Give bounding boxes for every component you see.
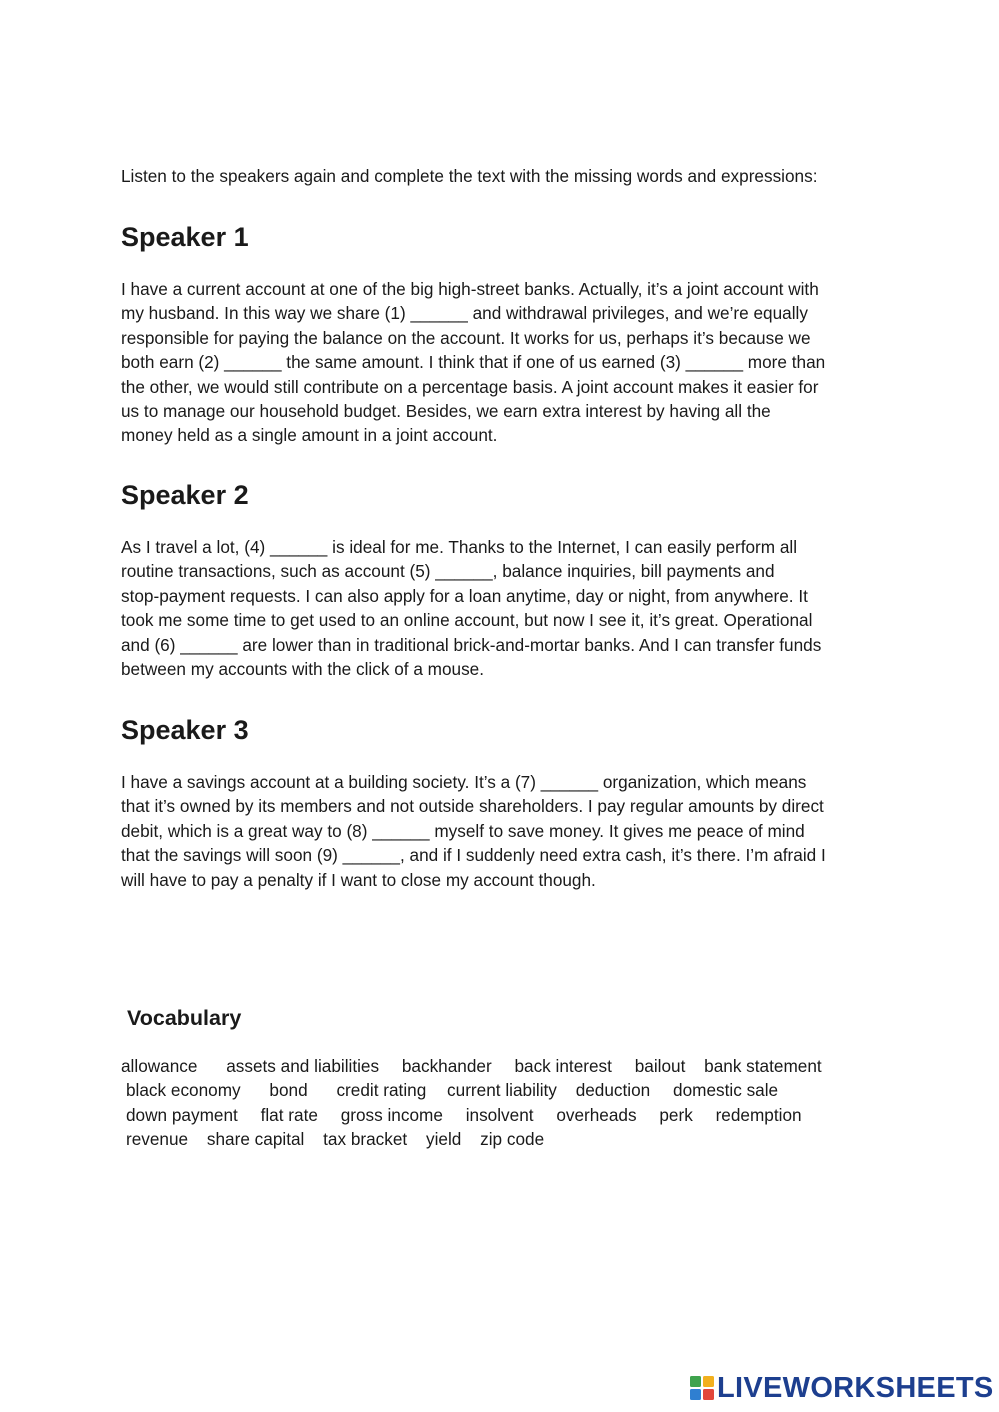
text-line: that it’s owned by its members and not outside shareholders. I pay regular amounts by direct [121, 796, 824, 817]
text-line: responsible for paying the balance on the account. It works for us, perhaps it’s because we [121, 327, 811, 348]
text-line: will have to pay a penalty if I want to close my account though. [121, 869, 596, 890]
vocabulary-word: perk [659, 1104, 693, 1125]
text-line: that the savings will soon (9) ______, and if I suddenly need extra cash, it’s there. I’m afraid I [121, 845, 826, 866]
text-line: I have a savings account at a building society. It’s a (7) ______ organization, which means [121, 772, 807, 792]
text-line: As I travel a lot, (4) ______ is ideal for me. Thanks to the Internet, I can easily perform all [121, 537, 798, 557]
text-line: both earn (2) ______ the same amount. I think that if one of us earned (3) ______ more than [121, 352, 826, 373]
vocabulary-word: tax bracket [323, 1129, 408, 1150]
text-line: money held as a single amount in a joint account. [121, 425, 498, 446]
vocabulary-word: gross income [340, 1104, 443, 1125]
vocabulary-word: back interest [514, 1056, 612, 1076]
vocabulary-row [121, 1078, 901, 1102]
vocabulary-word: overheads [556, 1104, 637, 1125]
text-line: took me some time to get used to an online account, but now I see it, it’s great. Operational [121, 610, 813, 631]
vocabulary-word: revenue [126, 1129, 189, 1150]
vocabulary-word: share capital [206, 1129, 305, 1150]
vocabulary-word: credit rating [336, 1080, 427, 1101]
vocabulary-word: flat rate [260, 1104, 318, 1125]
liveworksheets-logo [690, 1372, 994, 1404]
text-line: stop-payment requests. I can also apply for a loan anytime, day or night, from anywhere. It [121, 585, 808, 606]
vocabulary-word: down payment [126, 1104, 238, 1125]
vocabulary-heading: Vocabulary [127, 1006, 242, 1030]
text-line: routine transactions, such as account (5) ______, balance inquiries, bill payments and [121, 561, 775, 582]
speaker-2-text [121, 535, 891, 681]
vocabulary-row [121, 1054, 901, 1078]
instruction-text: Listen to the speakers again and complete the text with the missing words and expressions: [121, 166, 818, 186]
text-line: and (6) ______ are lower than in traditional brick-and-mortar banks. And I can transfer funds [121, 634, 822, 655]
vocabulary-word: insolvent [465, 1104, 534, 1125]
speaker-2-heading: Speaker 2 [121, 480, 249, 510]
liveworksheets-logo-text: LIVEWORKSHEETS [717, 1372, 994, 1404]
vocabulary-word: deduction [575, 1080, 651, 1101]
speaker-1-text [121, 277, 891, 448]
vocabulary-word: domestic sale [673, 1080, 779, 1101]
speaker-3-heading: Speaker 3 [121, 715, 249, 745]
text-line: my husband. In this way we share (1) ______ and withdrawal privileges, and we’re equally [121, 303, 808, 324]
vocabulary-word: yield [426, 1129, 462, 1150]
vocabulary-word: allowance [121, 1056, 198, 1076]
text-line: debit, which is a great way to (8) ______ myself to save money. It gives me peace of mind [121, 820, 805, 841]
liveworksheets-logo-icon [690, 1376, 714, 1400]
vocabulary-word: backhander [401, 1056, 492, 1076]
vocabulary-word: current liability [447, 1080, 557, 1101]
vocabulary-word: bond [269, 1080, 308, 1101]
text-line: I have a current account at one of the big high-street banks. Actually, it’s a joint account with [121, 279, 819, 299]
vocabulary-list [121, 1054, 901, 1152]
vocabulary-word: bank statement [704, 1056, 822, 1076]
vocabulary-row [121, 1127, 901, 1151]
vocabulary-word: bailout [634, 1056, 686, 1076]
speaker-3-text [121, 770, 891, 892]
vocabulary-word: black economy [126, 1080, 241, 1101]
text-line: us to manage our household budget. Besides, we earn extra interest by having all the [121, 401, 771, 422]
text-line: between my accounts with the click of a mouse. [121, 659, 485, 680]
vocabulary-word: redemption [715, 1104, 802, 1125]
vocabulary-row [121, 1103, 901, 1127]
text-line: the other, we would still contribute on a percentage basis. A joint account makes it easier for [121, 376, 819, 397]
vocabulary-word: assets and liabilities [226, 1056, 380, 1076]
vocabulary-word: zip code [480, 1129, 545, 1150]
speaker-1-heading: Speaker 1 [121, 222, 249, 252]
